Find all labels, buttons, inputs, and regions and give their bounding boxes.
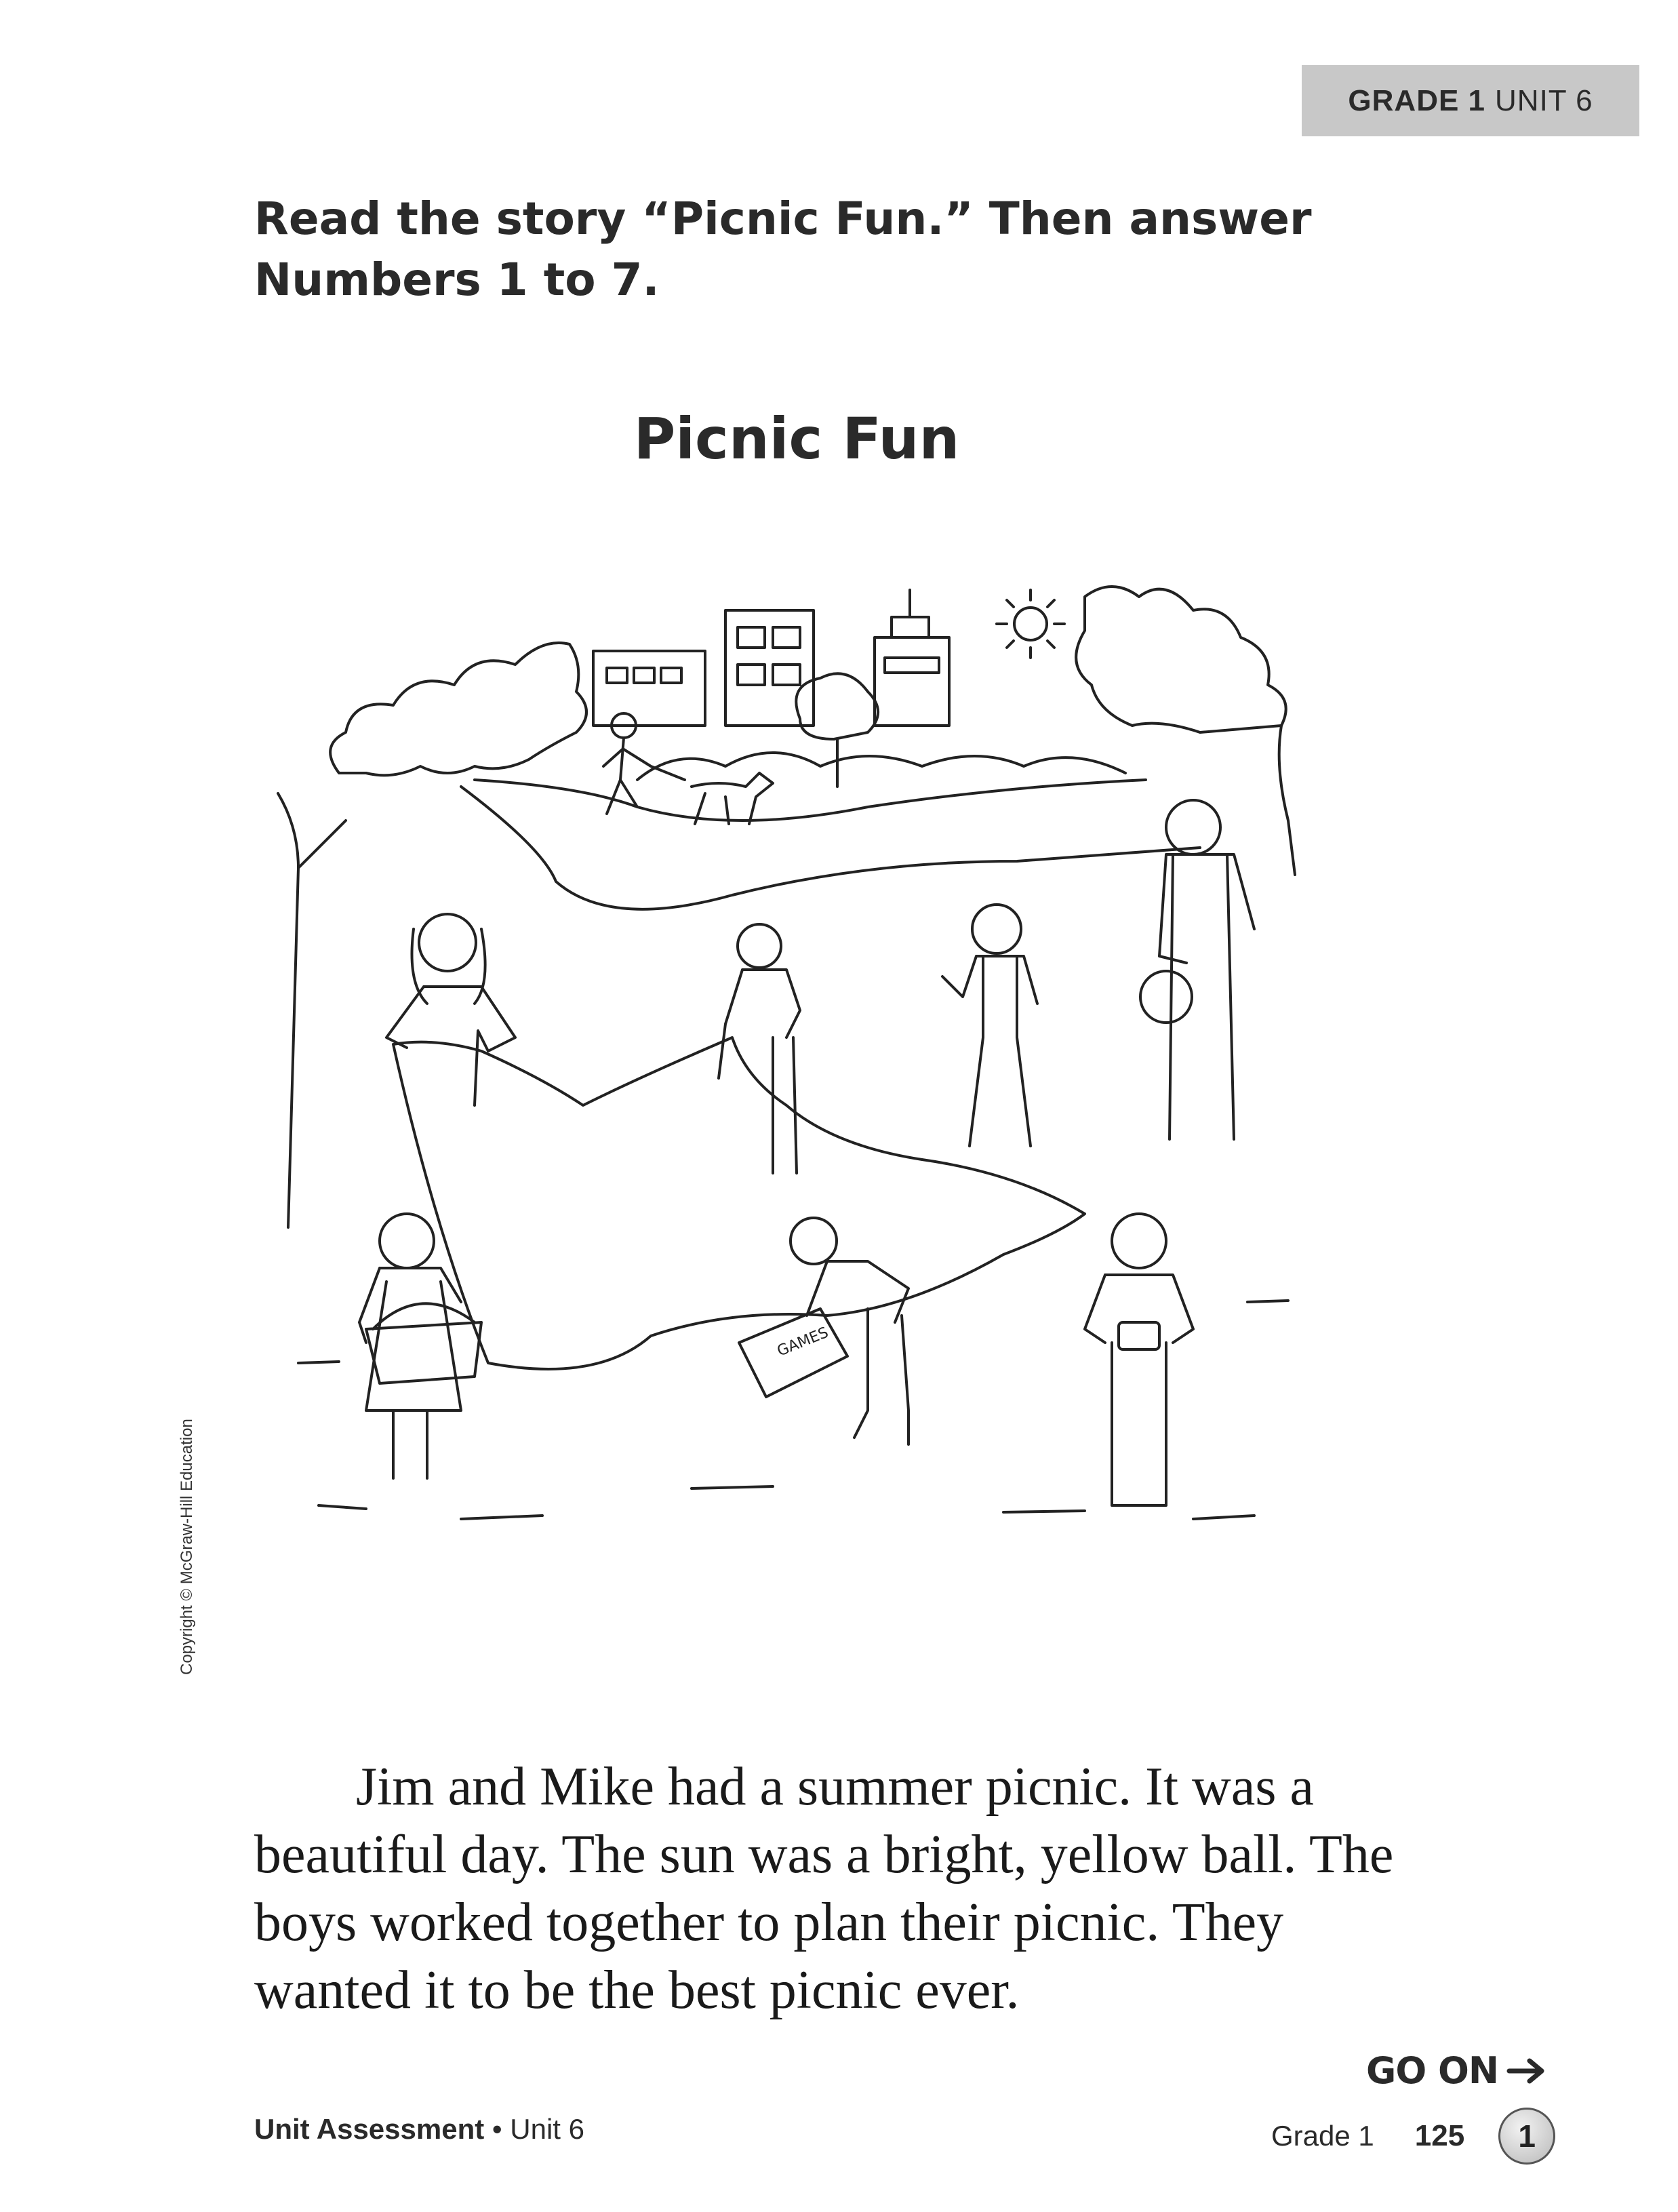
footer-page-info <box>1271 2108 1555 2165</box>
picnic-blanket <box>393 1038 1085 1369</box>
footer-grade: Grade 1 <box>1271 2120 1374 2152</box>
footer-separator: • <box>484 2113 511 2145</box>
go-on-prompt <box>1366 2049 1547 2092</box>
story-title: Picnic Fun <box>633 406 960 472</box>
picnic-basket-icon <box>366 1303 481 1383</box>
footer-unit: Unit 6 <box>510 2113 584 2145</box>
city-buildings <box>593 590 949 726</box>
arrow-right-icon <box>1506 2057 1547 2085</box>
copyright-notice: Copyright © McGraw-Hill Education <box>178 1419 196 1675</box>
story-text <box>254 1753 1447 2024</box>
grade-label: GRADE 1 <box>1348 83 1486 117</box>
page-number: 125 <box>1414 2119 1465 2152</box>
games-box-label: GAMES <box>774 1324 831 1360</box>
story-paragraph: Jim and Mike had a summer picnic. It was a beautiful day. The sun was a bright, yellow ball. The boys worked together to plan their picnic. They wanted it to be the best picnic ever. <box>254 1757 1394 2020</box>
assessment-label: Unit Assessment <box>254 2113 485 2145</box>
question-page-badge: 1 <box>1498 2108 1555 2165</box>
instructions: Read the story “Picnic Fun.” Then answer Numbers 1 to 7. <box>254 193 1312 306</box>
soccer-ball-icon <box>1140 971 1192 1023</box>
unit-label: UNIT 6 <box>1495 83 1593 117</box>
go-on-label: GO ON <box>1366 2049 1499 2092</box>
footer-assessment <box>254 2113 584 2146</box>
picnic-illustration <box>258 563 1349 1648</box>
grade-unit-tab <box>1302 65 1639 136</box>
sun-icon <box>997 590 1064 658</box>
camera-icon <box>1119 1322 1159 1349</box>
